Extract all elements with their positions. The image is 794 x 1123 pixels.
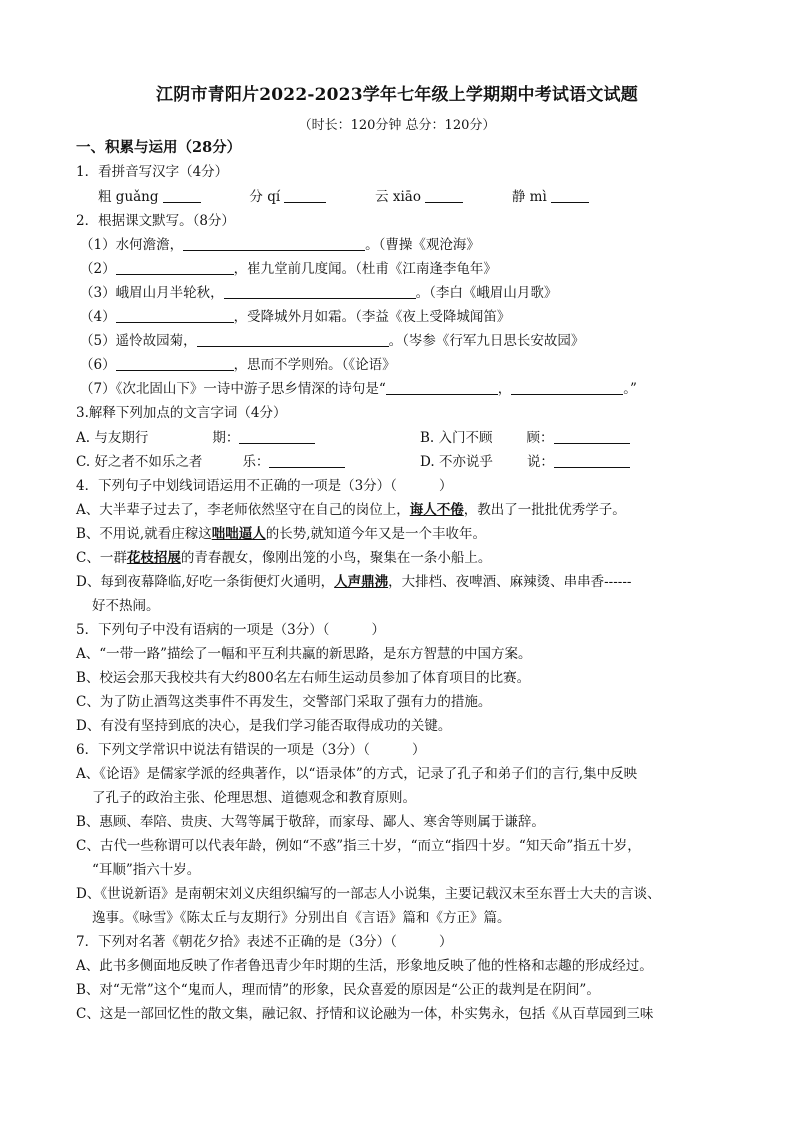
answer-blank[interactable]	[551, 188, 589, 203]
q2-text: （5）遥怜故园菊，	[80, 333, 197, 349]
q6-line: C、古代一些称谓可以代表年龄，例如“不惑”指三十岁，“而立“指四十岁。“知天命”指五十岁，	[76, 838, 641, 854]
q6-line: 了孔子的政治主张、伦理思想、道德观念和教育原则。	[92, 790, 416, 806]
q3-text: 不亦说乎	[438, 454, 493, 470]
q3-stem: 3.解释下列加点的文言字词（4分）	[76, 405, 287, 421]
q5-option: A、“一带一路”描绘了一幅和平互利共赢的新思路，是东方智慧的中国方案。	[76, 646, 532, 662]
exam-title: 江阴市青阳片2022-2023学年七年级上学期期中考试语文试题	[156, 85, 638, 105]
option-text: 的青春靓女，像刚出笼的小鸟，聚集在一条小船上。	[180, 550, 492, 566]
q6-stem-text: 6．下列文学常识中说法有错误的一项是（3分）（	[76, 742, 370, 758]
q7-stem	[76, 932, 452, 952]
answer-blank[interactable]	[554, 429, 630, 444]
q6-line: “耳顺”指六十岁。	[92, 862, 201, 878]
option-label: A.	[76, 430, 91, 446]
q2-text: ，崔九堂前几度闻。（杜甫《江南逢李龟年》	[233, 261, 497, 277]
q4-option-b	[76, 524, 486, 544]
q2-text: 。（李白《峨眉山月歌》	[415, 285, 558, 301]
q3-text: 入门不顾	[438, 430, 493, 446]
q3-word: 说：	[526, 454, 554, 470]
answer-blank[interactable]	[269, 453, 345, 468]
answer-blank[interactable]	[183, 236, 365, 251]
q2-text: （3）峨眉山月半轮秋，	[80, 285, 224, 301]
q7-stem-end: ）	[438, 934, 453, 950]
q2-line	[80, 331, 584, 351]
answer-blank[interactable]	[224, 284, 416, 299]
option-text: C、一群	[76, 550, 127, 566]
q2-text: （1）水何澹澹，	[80, 237, 184, 253]
q2-line	[80, 355, 396, 375]
q2-text: ，思而不学则殆。（《论语》	[233, 357, 396, 373]
q4-stem	[76, 476, 452, 496]
q2-line	[80, 259, 497, 279]
q3-item	[76, 428, 315, 448]
q3-word: 乐：	[242, 454, 270, 470]
q6-line: D、《世说新语》是南朝宋刘义庆组织编写的一部志人小说集，主要记载汉末至东晋士大夫的言谈、	[76, 886, 661, 902]
q1-pinyin: qí	[267, 189, 281, 205]
q2-text: （6）	[80, 357, 116, 373]
option-label: D.	[420, 454, 435, 470]
answer-blank[interactable]	[554, 453, 630, 468]
q5-option: D、有没有坚持到底的决心，是我们学习能否取得成功的关键。	[76, 718, 452, 734]
q4-stem-end: ）	[438, 478, 453, 494]
q6-line: B、惠顾、奉陪、贵庚、大驾等属于敬辞，而家母、鄙人、寒舍等则属于谦辞。	[76, 814, 545, 830]
q1-char: 粗	[98, 189, 112, 205]
q4-option-d-cont: 好不热闹。	[92, 598, 160, 614]
q3-item	[76, 452, 345, 472]
underlined-phrase: 花枝招展	[126, 550, 181, 566]
q6-stem	[76, 740, 425, 760]
q2-text: （7）《次北固山下》一诗中游子思乡情深的诗句是“	[80, 381, 386, 397]
q2-stem: 2．根据课文默写。（8分）	[76, 213, 235, 229]
option-text: D、每到夜幕降临,好吃一条街便灯火通明，	[76, 574, 335, 590]
option-text: ，大排档、夜啤酒、麻辣烫、串串香------	[388, 574, 632, 590]
answer-blank[interactable]	[116, 356, 234, 371]
q6-line: 逸事。《咏雪》《陈太丘与友期行》分别出自《言语》篇和《方正》篇。	[92, 910, 511, 926]
q2-line	[80, 235, 480, 255]
answer-blank[interactable]	[425, 188, 463, 203]
q5-stem-text: 5．下列句子中没有语病的一项是（3分）（	[76, 622, 330, 638]
q1-items	[98, 187, 589, 207]
q3-item	[420, 428, 630, 448]
q2-text: （2）	[80, 261, 116, 277]
q2-line	[80, 307, 510, 327]
answer-blank[interactable]	[511, 380, 623, 395]
answer-blank[interactable]	[239, 429, 315, 444]
answer-blank[interactable]	[116, 308, 234, 323]
q1-pinyin: guǎng	[115, 189, 159, 205]
q3-item	[420, 452, 630, 472]
q2-text: 。（岑参《行军九日思长安故园》	[388, 333, 585, 349]
q2-text: 。（曹操《观沧海》	[365, 237, 480, 253]
q3-word: 期：	[212, 430, 240, 446]
underlined-phrase: 诲人不倦	[409, 502, 464, 518]
q1-char: 云	[375, 189, 389, 205]
q4-option-a	[76, 500, 626, 520]
q3-word: 顾：	[526, 430, 554, 446]
q2-text: 。”	[623, 381, 637, 397]
q1-pinyin: xiāo	[392, 189, 421, 205]
q4-stem-text: 4．下列句子中划线词语运用不正确的一项是（3分）（	[76, 478, 397, 494]
q5-option: C、为了防止酒驾这类事件不再发生，交警部门采取了强有力的措施。	[76, 694, 492, 710]
option-text: A、大半辈子过去了，李老师依然坚守在自己的岗位上，	[76, 502, 410, 518]
q7-line: A、此书多侧面地反映了作者鲁迅青少年时期的生活，形象地反映了他的性格和志趣的形成经过。	[76, 958, 653, 974]
underlined-phrase: 咄咄逼人	[211, 526, 266, 542]
answer-blank[interactable]	[116, 260, 234, 275]
answer-blank[interactable]	[284, 188, 326, 203]
q5-stem-end: ）	[371, 622, 385, 638]
q2-text: ，受降城外月如霜。（李益《夜上受降城闻笛》	[233, 309, 511, 325]
q6-stem-end: ）	[411, 742, 426, 758]
q6-line: A、《论语》是儒家学派的经典著作，以“语录体”的方式，记录了孔子和弟子们的言行,集中反映	[76, 766, 638, 782]
option-text: B、不用说,就看庄稼这	[76, 526, 212, 542]
q5-option: B、校运会那天我校共有大约800名左右师生运动员参加了体育项目的比赛。	[76, 670, 531, 686]
option-label: C.	[76, 454, 91, 470]
q7-stem-text: 7．下列对名著《朝花夕拾》表述不正确的是（3分）（	[76, 934, 397, 950]
q3-text: 好之者不如乐之者	[94, 454, 203, 470]
section-heading: 一、积累与运用（28分）	[76, 139, 242, 156]
q7-line: B、对“无常”这个“鬼而人，理而情”的形象，民众喜爱的原因是“公正的裁判是在阴间”。	[76, 982, 600, 998]
q5-stem	[76, 620, 385, 640]
q2-text: （4）	[80, 309, 116, 325]
q2-line	[80, 379, 637, 399]
q4-option-c	[76, 548, 491, 568]
q4-option-d	[76, 572, 632, 592]
q1-char: 静	[511, 189, 526, 205]
underlined-phrase: 人声鼎沸	[334, 574, 389, 590]
option-text: ，教出了一批批优秀学子。	[463, 502, 626, 518]
q7-line: C、这是一部回忆性的散文集，融记叙、抒情和议论融为一体，朴实隽永，包括《从百草园到三味	[76, 1006, 654, 1022]
option-text: 的长势,就知道今年又是一个丰收年。	[265, 526, 487, 542]
q2-text: ，	[497, 381, 512, 397]
answer-blank[interactable]	[163, 188, 201, 203]
q2-line	[80, 283, 557, 303]
answer-blank[interactable]	[197, 332, 389, 347]
answer-blank[interactable]	[386, 380, 498, 395]
q1-char: 分	[249, 189, 263, 205]
q1-stem: 1．看拼音写汉字（4分）	[76, 164, 229, 180]
exam-subtitle: （时长：120分钟 总分：120分）	[298, 118, 496, 133]
q1-pinyin: mì	[529, 189, 547, 205]
q3-text: 与友期行	[94, 430, 149, 446]
option-label: B.	[420, 430, 435, 446]
